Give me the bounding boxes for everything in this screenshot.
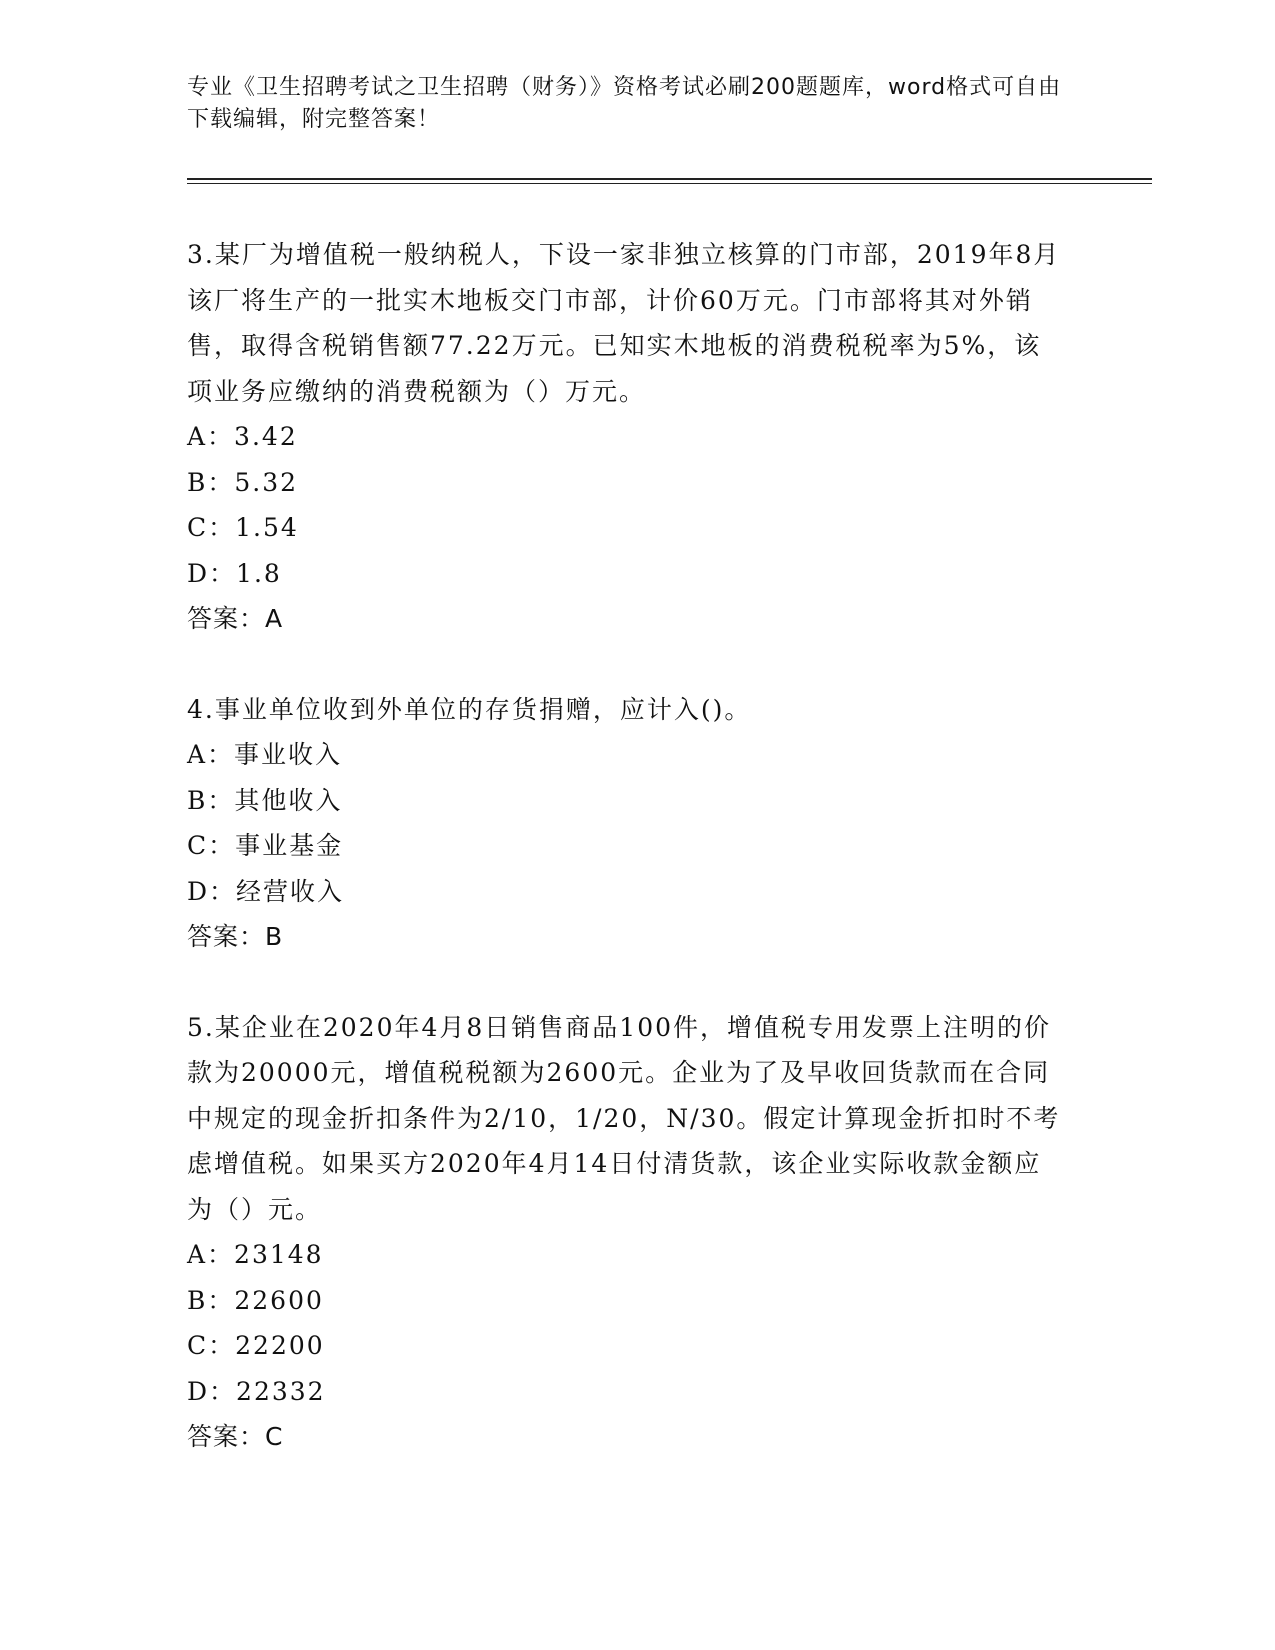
answer-label: 答案：A xyxy=(187,604,284,633)
document-header xyxy=(187,72,1067,136)
option-c: C：1.54 xyxy=(187,513,299,542)
question-stem: 3.某厂为增值税一般纳税人，下设一家非独立核算的门市部，2019年8月该厂将生产的一批实木地板交门市部，计价60万元。门市部将其对外销售，取得含税销售额77.22万元。已知实木地板的消费税税率为5%，该项业务应缴纳的消费税额为（）万元。 xyxy=(187,240,1061,406)
option-b: B：其他收入 xyxy=(187,785,343,815)
option-b: B：5.32 xyxy=(187,467,299,497)
question-item xyxy=(187,1005,1067,1460)
answer-label: 答案：B xyxy=(187,922,284,951)
option-d: D：22332 xyxy=(187,1376,326,1406)
option-a: A：事业收入 xyxy=(187,740,343,769)
header-rule-thin xyxy=(187,183,1152,184)
option-c: C：事业基金 xyxy=(187,831,344,860)
option-d: D：经营收入 xyxy=(187,876,345,906)
question-stem: 4.事业单位收到外单位的存货捐赠，应计入()。 xyxy=(187,694,752,724)
header-title: 专业《卫生招聘考试之卫生招聘（财务）》资格考试必刷200题题库，word格式可自由下载编辑，附完整答案！ xyxy=(187,75,1062,132)
question-list xyxy=(187,232,1067,1460)
header-rule-thick xyxy=(187,178,1152,180)
option-d: D：1.8 xyxy=(187,558,282,588)
answer-label: 答案：C xyxy=(187,1422,284,1451)
question-item xyxy=(187,687,1067,960)
option-a: A：23148 xyxy=(187,1240,324,1269)
option-c: C：22200 xyxy=(187,1331,325,1360)
option-b: B：22600 xyxy=(187,1285,324,1315)
question-item xyxy=(187,232,1067,642)
question-spacer xyxy=(187,960,1067,1005)
option-a: A：3.42 xyxy=(187,422,298,451)
question-stem: 5.某企业在2020年4月8日销售商品100件，增值税专用发票上注明的价款为20000元，增值税税额为2600元。企业为了及早收回货款而在合同中规定的现金折扣条件为2/10，1/20，N/30。假定计算现金折扣时不考虑增值税。如果买方2020年4月14日付清货款，该企业实际收款金额应为（）元。 xyxy=(187,1012,1061,1224)
question-spacer xyxy=(187,642,1067,687)
